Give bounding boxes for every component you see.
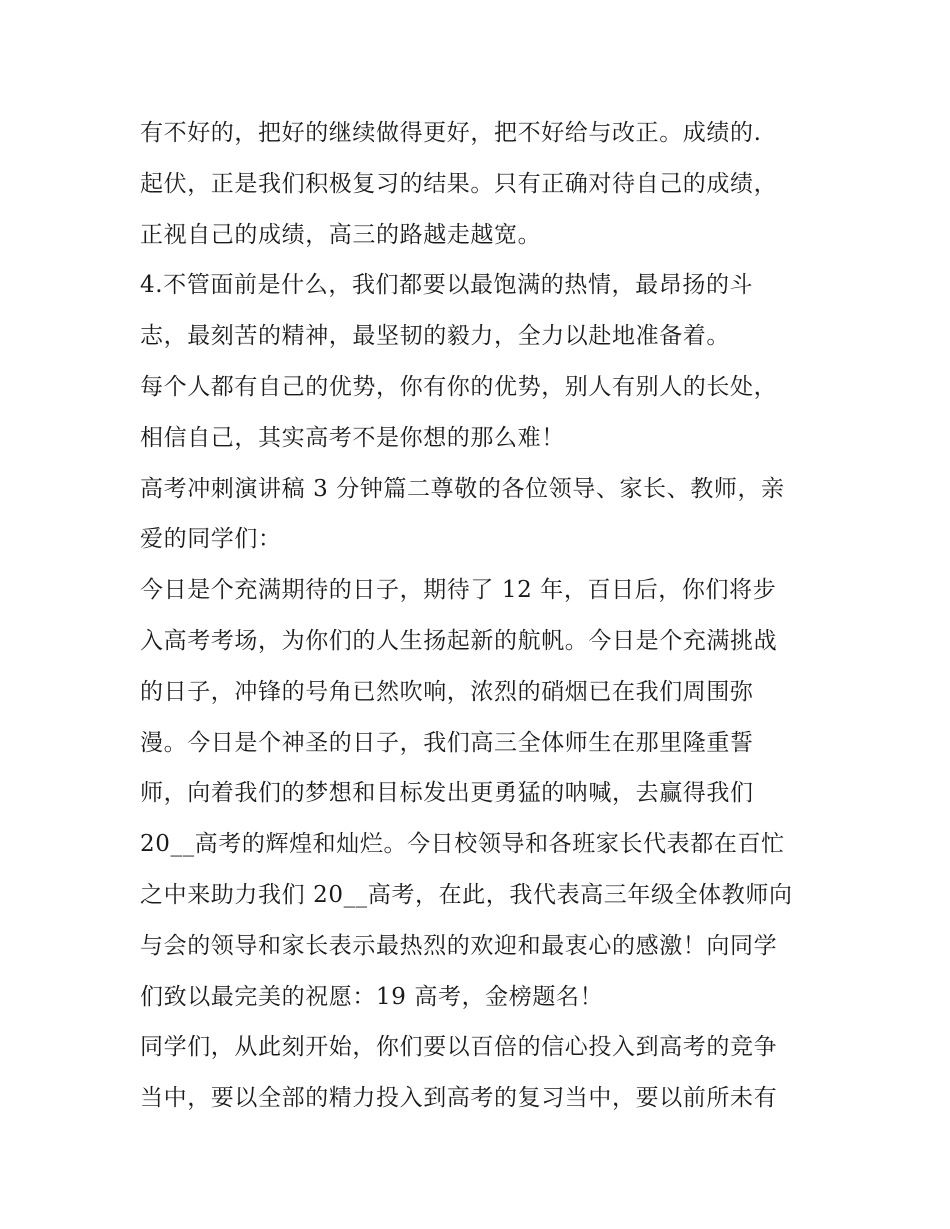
text-line: 今日是个充满期待的日子，期待了 12 年，百日后，你们将步 <box>140 577 777 604</box>
text-line: 师，向着我们的梦想和目标发出更勇猛的呐喊，去赢得我们 <box>140 780 754 807</box>
text-line: 4.不管面前是什么，我们都要以最饱满的热情，最昂扬的斗 <box>140 272 754 299</box>
text-line: 的日子，冲锋的号角已然吹响，浓烈的硝烟已在我们周围弥 <box>140 678 754 705</box>
text-line: 们致以最完美的祝愿：19 高考，金榜题名！ <box>140 983 604 1010</box>
text-line: 爱的同学们： <box>140 526 282 553</box>
text-line: 之中来助力我们 20__高考，在此，我代表高三年级全体教师向 <box>140 881 793 908</box>
text-line: 同学们，从此刻开始，你们要以百倍的信心投入到高考的竞争 <box>140 1034 778 1061</box>
text-line: 起伏，正是我们积极复习的结果。只有正确对待自己的成绩， <box>140 170 778 197</box>
text-line: 漫。今日是个神圣的日子，我们高三全体师生在那里隆重誓 <box>140 729 754 756</box>
text-line: 20__高考的辉煌和灿烂。今日校领导和各班家长代表都在百忙 <box>140 831 785 858</box>
document-body <box>140 108 820 1124</box>
text-line: 当中，要以全部的精力投入到高考的复习当中，要以前所未有 <box>140 1085 778 1112</box>
text-line: 正视自己的成绩，高三的路越走越宽。 <box>140 221 542 248</box>
text-line: 有不好的，把好的继续做得更好，把不好给与改正。成绩的. <box>140 120 762 146</box>
text-line: 入高考考场，为你们的人生扬起新的航帆。今日是个充满挑战 <box>140 627 778 654</box>
text-line: 相信自己，其实高考不是你想的那么难！ <box>140 424 565 451</box>
text-line: 每个人都有自己的优势，你有你的优势，别人有别人的长处， <box>140 373 778 400</box>
text-line: 与会的领导和家长表示最热烈的欢迎和最衷心的感激！向同学 <box>140 932 778 959</box>
text-line: 志，最刻苦的精神，最坚韧的毅力，全力以赴地准备着。 <box>140 323 730 350</box>
text-line: 高考冲刺演讲稿 3 分钟篇二尊敬的各位领导、家长、教师，亲 <box>140 475 785 502</box>
